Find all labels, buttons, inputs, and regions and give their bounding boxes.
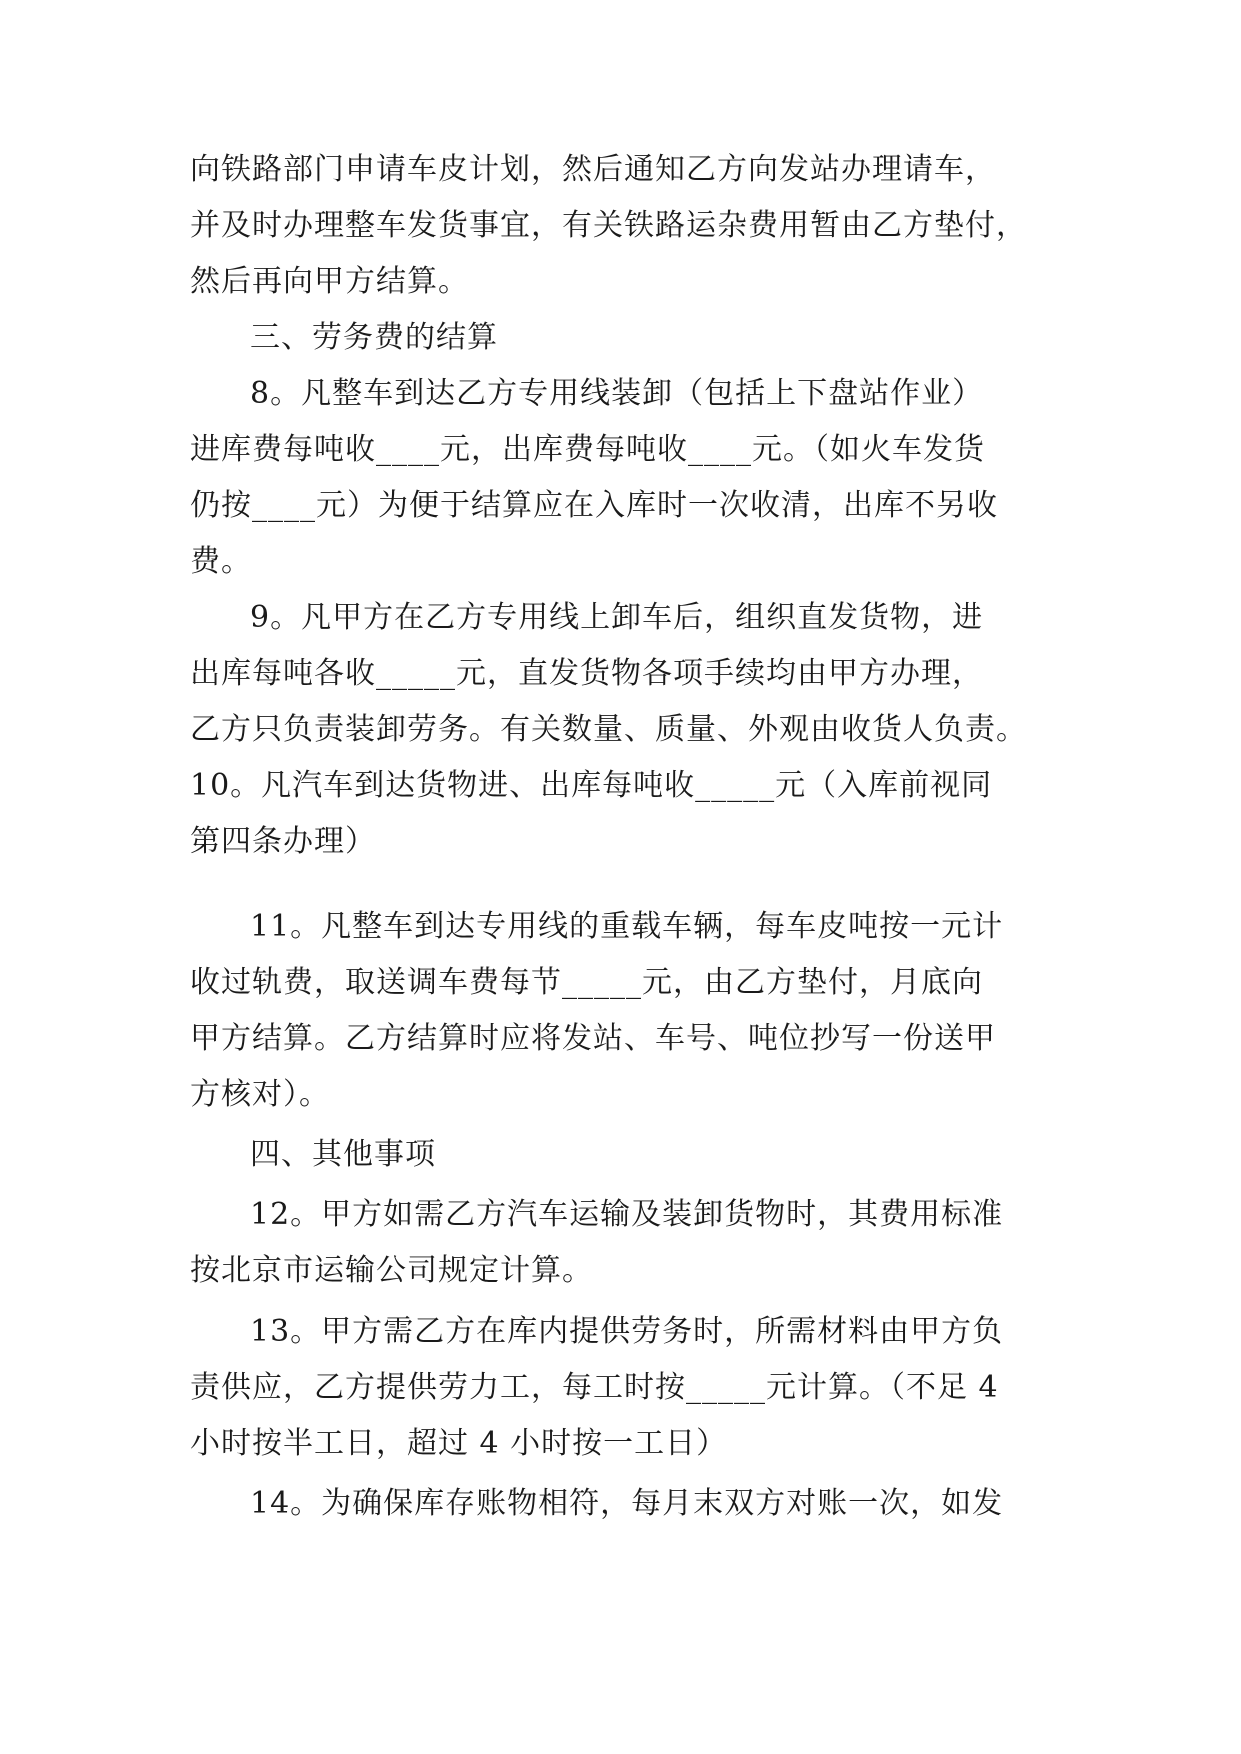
text-line: 然后再向甲方结算。: [190, 264, 469, 299]
text-line: 小时按半工日，超过 4 小时按一工日）: [190, 1426, 728, 1461]
text-line: 按北京市运输公司规定计算。: [190, 1253, 593, 1288]
text-line: 10。凡汽车到达货物进、出库每吨收_____元（入库前视同: [190, 768, 993, 803]
text-line: 乙方只负责装卸劳务。有关数量、质量、外观由收货人负责。: [190, 712, 1027, 747]
text-line: 向铁路部门申请车皮计划，然后通知乙方向发站办理请车，: [190, 152, 996, 187]
text-line: 出库每吨各收_____元，直发货物各项手续均由甲方办理，: [190, 656, 983, 691]
text-line: 并及时办理整车发货事宜，有关铁路运杂费用暂由乙方垫付，: [190, 208, 1027, 243]
text-line: 11。凡整车到达专用线的重载车辆，每车皮吨按一元计: [250, 909, 1004, 944]
text-line: 甲方结算。乙方结算时应将发站、车号、吨位抄写一份送甲: [190, 1021, 996, 1056]
text-line: 进库费每吨收____元，出库费每吨收____元。（如火车发货: [190, 432, 985, 467]
text-line: 方核对）。: [190, 1077, 330, 1112]
text-line: 13。甲方需乙方在库内提供劳务时，所需材料由甲方负: [250, 1314, 1004, 1349]
text-line: 费。: [190, 544, 252, 579]
text-line: 14。为确保库存账物相符，每月末双方对账一次，如发: [250, 1486, 1004, 1521]
section-heading: 四、其他事项: [250, 1137, 436, 1172]
section-heading: 三、劳务费的结算: [250, 320, 498, 355]
text-line: 仍按____元）为便于结算应在入库时一次收清，出库不另收: [190, 488, 998, 523]
text-line: 第四条办理）: [190, 824, 376, 859]
text-line: 9。凡甲方在乙方专用线上卸车后，组织直发货物，进: [250, 600, 984, 635]
text-line: 8。凡整车到达乙方专用线装卸（包括上下盘站作业）: [250, 376, 984, 411]
text-line: 12。甲方如需乙方汽车运输及装卸货物时，其费用标准: [250, 1197, 1004, 1232]
text-line: 收过轨费，取送调车费每节_____元，由乙方垫付，月底向: [190, 965, 983, 1000]
text-line: 责供应，乙方提供劳力工，每工时按_____元计算。（不足 4: [190, 1370, 999, 1405]
